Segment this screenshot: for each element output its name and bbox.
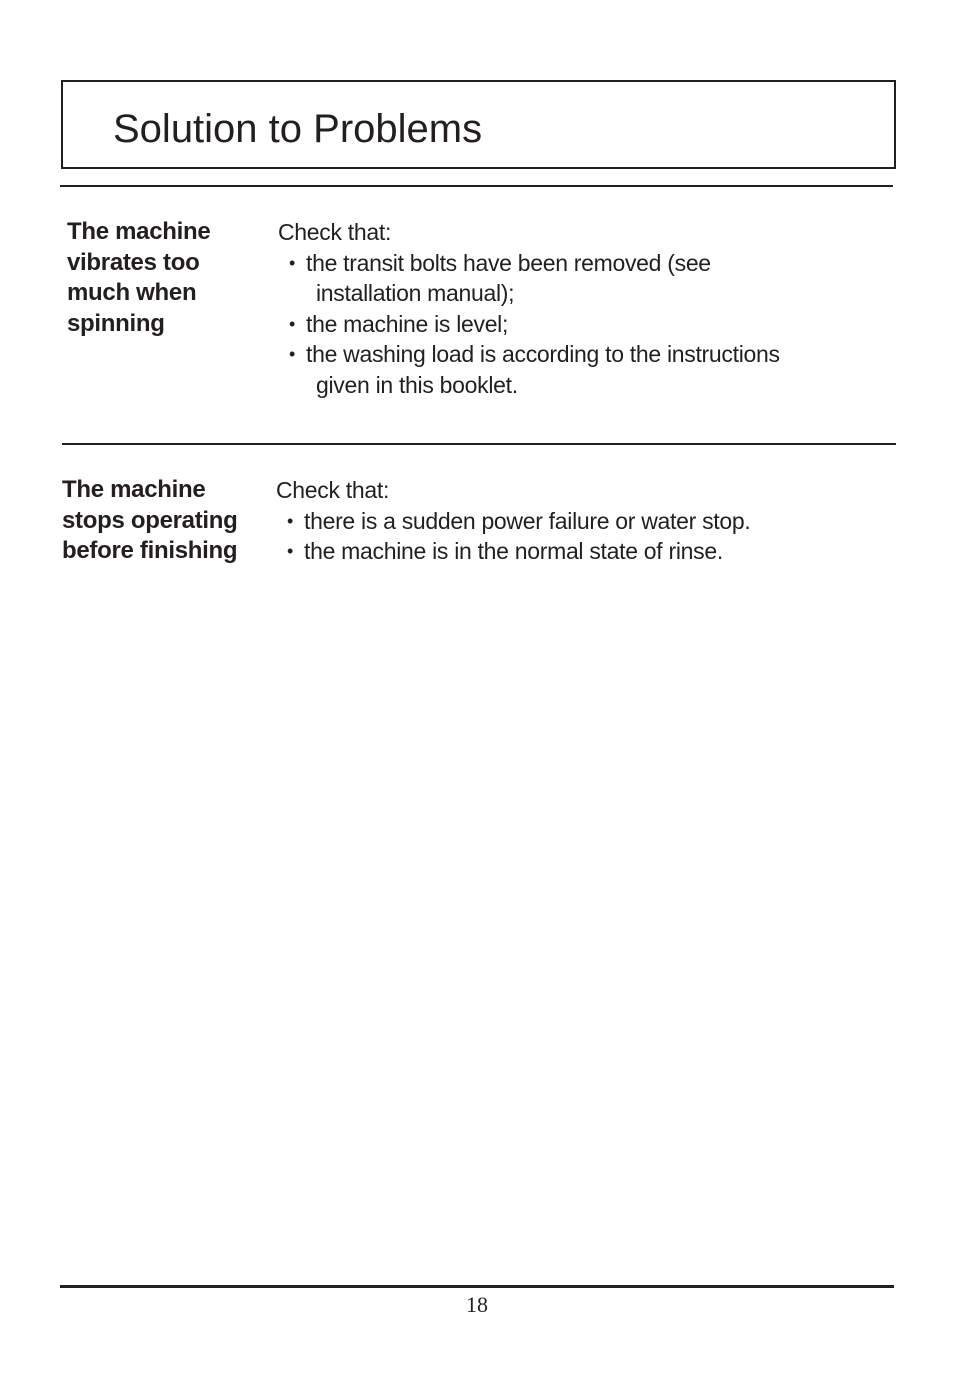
- solution-block: [278, 217, 878, 400]
- bullet-icon: •: [289, 313, 296, 334]
- problem-heading: The machine vibrates too much when spinning: [67, 218, 211, 337]
- list-item: [276, 536, 876, 567]
- section-divider: [62, 443, 896, 445]
- list-item-text: there is a sudden power failure or water stop.: [304, 507, 751, 534]
- list-item: [278, 309, 878, 340]
- title-box: [61, 80, 896, 169]
- section-divider-top: [60, 185, 893, 187]
- bullet-icon: •: [287, 510, 294, 531]
- page-title: Solution to Problems: [113, 107, 483, 151]
- list-item: [276, 506, 876, 537]
- solution-block: [276, 475, 876, 567]
- bullet-icon: •: [289, 252, 296, 273]
- page-number: 18: [466, 1292, 488, 1317]
- list-item-text: the machine is level;: [306, 310, 509, 337]
- check-list: [278, 248, 878, 401]
- list-item-text-continued: given in this booklet.: [316, 371, 518, 398]
- list-item-text: the machine is in the normal state of rinse.: [304, 538, 723, 564]
- bullet-icon: •: [287, 541, 294, 561]
- check-label: Check that:: [278, 219, 392, 245]
- list-item: [278, 339, 878, 400]
- list-item: [278, 248, 878, 309]
- list-item-text-continued: installation manual);: [316, 280, 515, 306]
- check-list: [276, 506, 876, 567]
- list-item-text: the transit bolts have been removed (see: [306, 249, 711, 276]
- bullet-icon: •: [289, 344, 296, 364]
- footer-divider: [60, 1285, 894, 1288]
- problem-heading: The machine stops operating before finishing: [62, 476, 238, 564]
- check-label: Check that:: [276, 477, 390, 503]
- list-item-text: the washing load is according to the instructions: [306, 341, 780, 367]
